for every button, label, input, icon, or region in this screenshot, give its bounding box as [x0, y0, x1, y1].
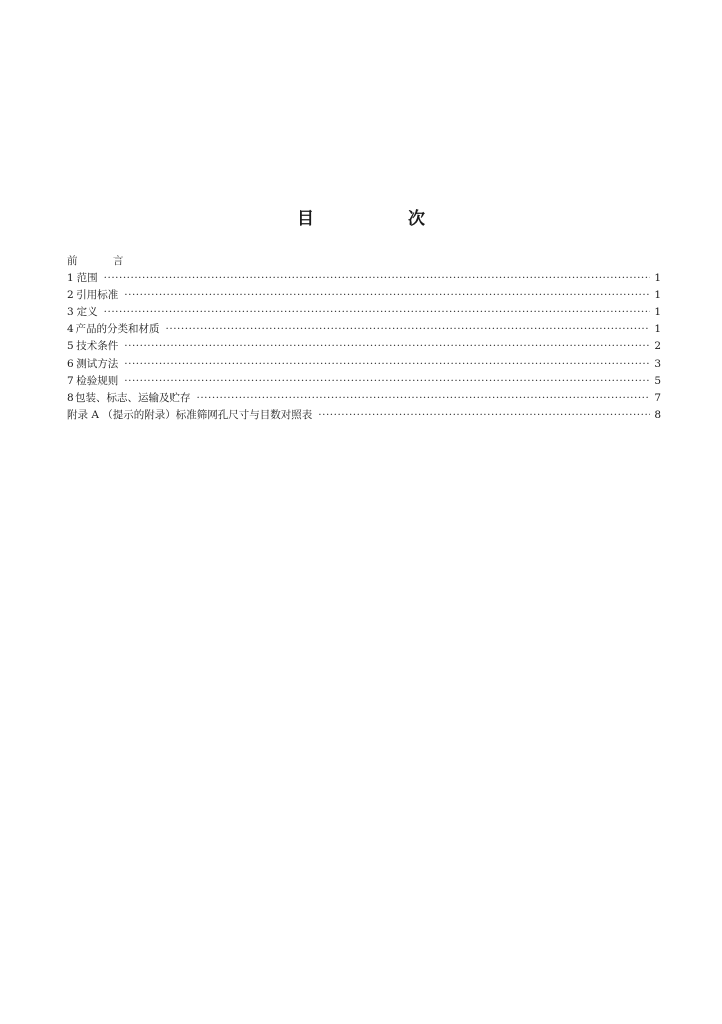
toc-entry-page: 1 — [654, 323, 661, 336]
toc-entry-number: 5 — [67, 340, 74, 353]
toc-entry-3[interactable] — [67, 304, 661, 321]
toc-entry-number: 3 — [67, 306, 74, 319]
dot-leader — [124, 338, 650, 355]
toc-entry-label: 引用标准 — [76, 289, 119, 302]
toc-entry-label: 产品的分类和材质 — [75, 323, 160, 336]
toc-entry-2[interactable] — [67, 287, 661, 304]
toc-entry-label: 技术条件 — [76, 340, 119, 353]
dot-leader — [197, 390, 651, 407]
dot-leader — [124, 287, 650, 304]
toc-entry-1[interactable] — [67, 270, 661, 287]
toc-entry-preface[interactable] — [67, 253, 661, 270]
toc-entry-page: 8 — [654, 408, 661, 421]
dot-leader — [124, 373, 650, 390]
toc-entry-number: 1 — [67, 272, 74, 285]
toc-entry-8[interactable] — [67, 390, 661, 407]
toc-entry-label: 包装、标志、运输及贮存 — [75, 391, 191, 404]
toc-entry-label: 前 言 — [67, 255, 140, 267]
toc-entry-6[interactable] — [67, 356, 661, 373]
toc-entry-number: 4 — [67, 323, 74, 336]
table-of-contents — [67, 253, 661, 424]
dot-leader — [104, 304, 650, 321]
toc-entry-label: 附录 A （提示的附录）标准筛网孔尺寸与目数对照表 — [67, 408, 313, 421]
toc-entry-number: 2 — [67, 289, 74, 302]
dot-leader — [166, 321, 650, 338]
toc-entry-label: 测试方法 — [76, 357, 119, 370]
toc-entry-page: 2 — [654, 340, 661, 353]
toc-title: 目 次 — [297, 209, 469, 229]
dot-leader — [124, 356, 650, 373]
dot-leader — [318, 407, 650, 424]
toc-entry-7[interactable] — [67, 373, 661, 390]
toc-entry-page: 1 — [654, 306, 661, 319]
toc-entry-page: 1 — [654, 272, 661, 285]
toc-entry-page: 1 — [654, 289, 661, 302]
toc-entry-number: 7 — [67, 374, 74, 387]
toc-entry-4[interactable] — [67, 321, 661, 338]
toc-entry-label: 定义 — [76, 306, 98, 319]
toc-entry-appendix-a[interactable] — [67, 407, 661, 424]
toc-entry-number: 8 — [67, 391, 74, 404]
toc-entry-number: 6 — [67, 357, 74, 370]
toc-entry-label: 范围 — [76, 272, 98, 285]
toc-entry-page: 3 — [654, 357, 661, 370]
toc-entry-5[interactable] — [67, 338, 661, 355]
toc-entry-page: 5 — [654, 374, 661, 387]
toc-entry-page: 7 — [654, 391, 661, 404]
dot-leader — [104, 270, 650, 287]
toc-entry-label: 检验规则 — [76, 374, 119, 387]
